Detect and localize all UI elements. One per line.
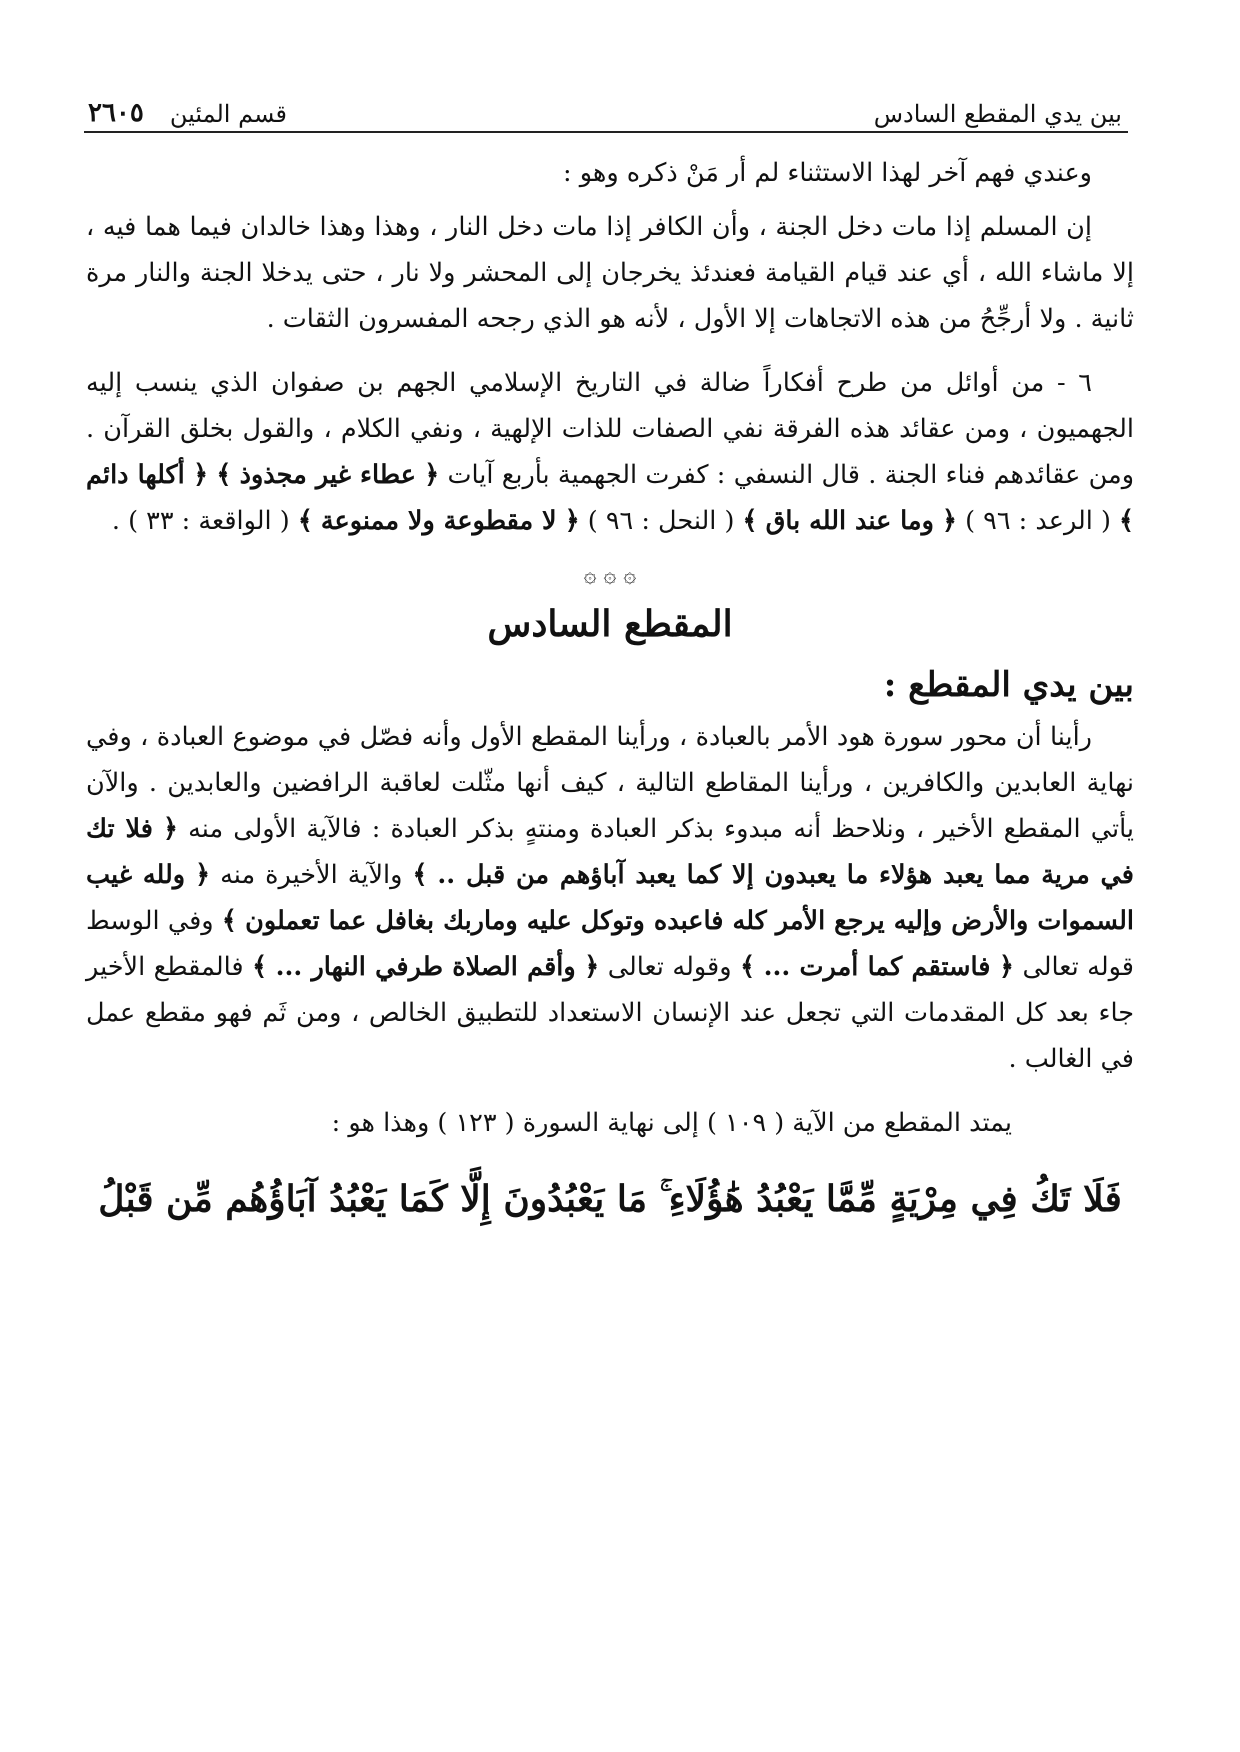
quran-bracket-open: ﴿ xyxy=(163,814,178,844)
quran-bracket-open: ﴿ xyxy=(942,506,957,536)
subheading: بين يدي المقطع : xyxy=(883,665,1134,705)
running-head-left xyxy=(88,98,287,128)
body-text: رأينا أن محور سورة هود الأمر بالعبادة ، ورأينا المقطع الأول وأنه فصّل في موضوع العبادة ، وفي نهاية العابدين والكافرين ، ورأينا المقاطع التالية ، كيف أنها مثّلت لعاقبة الرافضين والعابدين . والآن يأتي المقطع الأخير ، ونلاحظ أنه مبدوء بذكر العبادة ومنتهٍ بذكر العبادة : فالآية الأولى منه xyxy=(86,722,1134,844)
quran-bracket-close: ﴾ xyxy=(297,506,313,536)
paragraph-5: يمتد المقطع من الآية ( ١٠٩ ) إلى نهاية السورة ( ١٢٣ ) وهذا هو : xyxy=(331,1108,1012,1138)
quran-bracket-open: ﴿ xyxy=(193,460,209,490)
paragraph-2: إن المسلم إذا مات دخل الجنة ، وأن الكافر إذا مات دخل النار ، وهذا وهذا خالدان فيما هما فيه ، إلا ماشاء الله ، أي عند قيام القيامة فعندئذ يخرجان إلى المحشر ولا نار ، حتى يدخلا الجنة والنار مرة ثانية . ولا أرجِّحُ من هذه الاتجاهات إلا الأول ، لأنه هو الذي رجحه المفسرون الثقات . xyxy=(86,212,1134,334)
body-text: وقوله تعالى xyxy=(607,952,732,982)
section-separator: ۞ ۞ ۞ xyxy=(583,563,637,588)
quran-bracket-close: ﴾ xyxy=(412,860,428,890)
quran-quote: ولله غيب السموات والأرض وإليه يرجع الأمر كله فاعبده وتوكل عليه وماربك بغافل عما تعملون xyxy=(86,860,1135,936)
quran-bracket-close: ﴾ xyxy=(742,506,758,536)
quran-bracket-open: ﴿ xyxy=(564,506,580,536)
quran-reference: ( النحل : ٩٦ ) xyxy=(587,506,735,536)
body-text: وفي الوسط قوله تعالى xyxy=(86,906,1134,982)
quran-bracket-close: ﴾ xyxy=(252,952,268,982)
quran-quote: فاستقم كما أمرت ... xyxy=(763,952,991,982)
quran-reference: ( الواقعة : ٣٣ ) . xyxy=(111,506,290,536)
paragraph-1: وعندي فهم آخر لهذا الاستثناء لم أر مَنْ ذكره وهو : xyxy=(563,158,1092,188)
quran-quote: عطاء غير مجذوذ xyxy=(239,460,416,490)
header-rule xyxy=(84,131,1128,133)
quran-bracket-open: ﴿ xyxy=(584,952,600,982)
quran-bracket-open: ﴿ xyxy=(998,952,1014,982)
page-body xyxy=(86,150,1134,1232)
quran-quote: وما عند الله باق xyxy=(765,506,934,536)
running-head xyxy=(88,84,1122,128)
quran-bracket-open: ﴿ xyxy=(424,460,440,490)
quran-bracket-close: ﴾ xyxy=(221,906,237,936)
quran-bracket-close: ﴾ xyxy=(740,952,756,982)
footnote-text: ٦ - من أوائل من طرح أفكاراً ضالة في التاريخ الإسلامي الجهم بن صفوان الذي ينسب إليه الجهميون ، ومن عقائد هذه الفرقة نفي الصفات للذات الإلهية ، ونفي الكلام ، والقول بخلق القرآن . ومن عقائدهم فناء الجنة . قال النسفي : كفرت الجهمية بأربع آيات xyxy=(86,368,1135,490)
body-text: والآية الأخيرة منه xyxy=(220,860,403,890)
paragraph-4 xyxy=(86,714,1134,1082)
quran-quote: وأقم الصلاة طرفي النهار ... xyxy=(275,952,576,982)
quran-quote: أكلها دائم xyxy=(86,460,185,490)
quran-quote: لا مقطوعة ولا ممنوعة xyxy=(320,506,557,536)
quran-bracket-close: ﴾ xyxy=(1119,506,1134,536)
running-head-part: قسم المئين xyxy=(169,100,287,128)
section-title: المقطع السادس xyxy=(487,603,733,645)
body-text: فالمقطع الأخير جاء بعد كل المقدمات التي تجعل عند الإنسان الاستعداد للتطبيق الخالص ، ومن ثَم فهو مقطع عمل في الغالب . xyxy=(86,952,1134,1074)
quran-reference: ( الرعد : ٩٦ ) xyxy=(965,506,1111,536)
quran-bracket-open: ﴿ xyxy=(195,860,211,890)
running-head-section: بين يدي المقطع السادس xyxy=(873,100,1122,128)
quran-verse: فَلَا تَكُ فِي مِرْيَةٍ مِّمَّا يَعْبُدُ هَٰؤُلَاءِ ۚ مَا يَعْبُدُونَ إِلَّا كَمَا يَعْبُدُ آبَاؤُهُم مِّن قَبْلُ xyxy=(98,1178,1122,1220)
paragraph-3-footnote xyxy=(86,360,1134,544)
quran-bracket-close: ﴾ xyxy=(216,460,232,490)
page-number: ٢٦٠٥ xyxy=(88,98,144,128)
quran-quote: فلا تك في مرية مما يعبد هؤلاء ما يعبدون إلا كما يعبد آباؤهم من قبل .. xyxy=(86,814,1134,890)
